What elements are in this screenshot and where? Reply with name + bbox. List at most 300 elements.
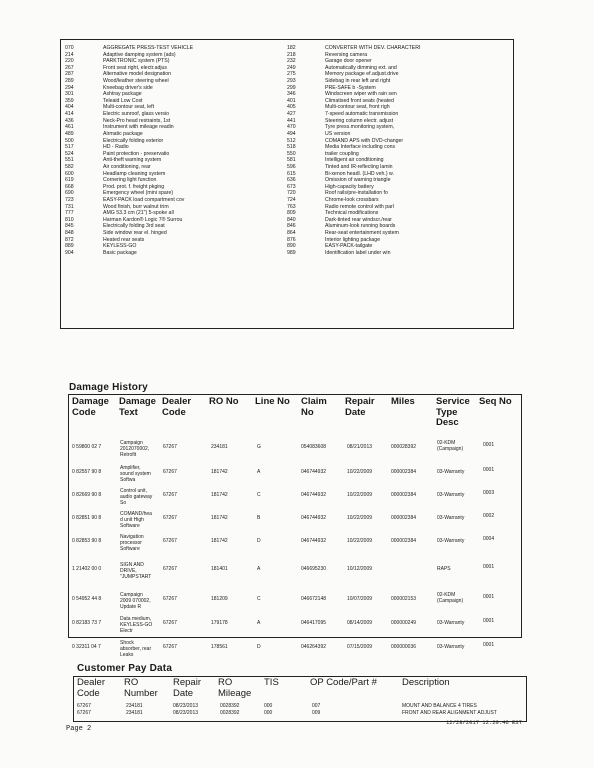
option-code: 690 <box>65 190 74 197</box>
option-description: Electric sunroof, glass versio <box>103 111 170 118</box>
col-dealer-code-header: Dealer Code <box>162 396 192 418</box>
option-code: 220 <box>65 58 74 65</box>
option-description: Basic package <box>103 249 137 256</box>
line-no-cell: G <box>257 444 261 450</box>
repair-date-cell: 08/14/2009 <box>347 620 373 626</box>
page-number: Page 2 <box>66 725 92 733</box>
option-row <box>65 144 193 151</box>
miles-cell: 000000036 <box>391 644 417 650</box>
option-row <box>65 157 193 164</box>
repair-date-cell: 10/12/2009 <box>347 566 373 572</box>
service-type-cell: 03-Warranty <box>437 469 465 475</box>
option-code: 441 <box>287 117 296 124</box>
seq-no-cell: 0001 <box>483 594 495 600</box>
option-description: High-capacity battery <box>325 183 374 190</box>
option-code: 615 <box>287 170 296 177</box>
option-description: Harman Kardon® Logic 7® Surrou <box>103 216 183 223</box>
line-no-cell: A <box>257 566 261 572</box>
cp-op-cell: 007 <box>312 703 321 709</box>
option-code: 890 <box>287 243 296 250</box>
miles-cell: 000002384 <box>391 538 417 544</box>
damage-code-cell: 0 82669 90 8 <box>72 492 102 498</box>
option-row <box>287 164 420 171</box>
claim-no-cell: 046417095 <box>301 620 327 626</box>
damage-text-cell: Campaign <box>120 440 143 446</box>
option-description: US version <box>325 130 351 137</box>
repair-date-cell: 10/22/2009 <box>347 515 373 521</box>
option-description: Wood finish, burr walnut trim <box>103 203 169 210</box>
cp-ro-cell: 234181 <box>126 709 143 716</box>
damage-code-cell: 0 82851 90 8 <box>72 515 102 521</box>
option-row <box>287 65 420 72</box>
option-description: Radio remote control with parl <box>325 203 394 210</box>
option-row <box>287 171 420 178</box>
option-code: 214 <box>65 51 74 58</box>
damage-history-table <box>68 394 522 659</box>
option-row <box>287 45 420 52</box>
option-row <box>287 98 420 105</box>
ro-no-cell: 181401 <box>211 566 228 572</box>
repair-date-cell: 10/22/2009 <box>347 469 373 475</box>
damage-text-cell: Shock <box>120 640 134 646</box>
line-no-cell: C <box>257 492 261 498</box>
option-description: PRE-SAFE b -System <box>325 84 376 91</box>
dealer-code-cell: 67267 <box>163 515 177 521</box>
option-description: Climatised front seats (heated <box>325 97 394 104</box>
dealer-code-cell: 67267 <box>163 444 177 450</box>
option-code: 864 <box>287 230 296 237</box>
option-row <box>65 243 193 250</box>
miles-cell: 000000249 <box>391 620 417 626</box>
option-description: Heated rear seats <box>103 236 145 243</box>
option-row <box>287 230 420 237</box>
option-description: Aluminum-look running boards <box>325 223 396 230</box>
option-row <box>287 104 420 111</box>
option-code: 845 <box>65 223 74 230</box>
miles-cell: 000028392 <box>391 444 417 450</box>
option-description: Headlamp cleaning system <box>103 170 166 177</box>
damage-code-cell: 0 32311 04 7 <box>72 644 101 650</box>
damage-text-cell: audio gateway <box>120 494 153 501</box>
damage-text-cell: So <box>120 500 127 507</box>
option-description: Adaptive damping system (ads) <box>103 51 176 58</box>
option-row <box>65 52 193 59</box>
seq-no-cell: 0001 <box>483 467 495 473</box>
damage-text-cell: Update R <box>120 604 142 611</box>
seq-no-cell: 0001 <box>483 442 495 448</box>
option-description: Windscreen wiper with rain sen <box>325 91 397 98</box>
option-code: 287 <box>65 71 74 78</box>
option-row <box>65 230 193 237</box>
option-row <box>287 124 420 131</box>
customer-pay-table <box>73 676 527 722</box>
option-code: 461 <box>65 124 74 131</box>
option-description: Side window rear el. hinged <box>103 230 167 237</box>
damage-text-cell: d unit High <box>120 517 144 524</box>
damage-text-cell: Software <box>120 523 140 530</box>
option-description: Ashtray package <box>103 91 142 98</box>
miles-cell: 000002384 <box>391 515 417 521</box>
col-claim-no-header: Claim No <box>301 396 327 418</box>
damage-text-cell: Retrofit <box>120 452 137 459</box>
option-row <box>287 190 420 197</box>
claim-no-cell: 046695230 <box>301 566 327 572</box>
repair-date-cell: 10/22/2009 <box>347 492 373 498</box>
cp-mileage-cell: 0028392 <box>220 703 240 709</box>
seq-no-cell: 0001 <box>483 618 495 624</box>
option-row <box>287 197 420 204</box>
option-description: Technical modifications <box>325 210 379 217</box>
option-code: 518 <box>287 144 296 151</box>
option-code: 182 <box>287 45 296 51</box>
option-code: 517 <box>65 144 74 151</box>
service-type-cell: 03-Warranty <box>437 644 465 650</box>
option-description: Dark-tinted rear windscr./rear <box>325 216 392 223</box>
claim-no-cell: 046744932 <box>301 515 327 521</box>
damage-text-cell: 2012070002, <box>120 446 150 453</box>
ro-no-cell: 179178 <box>211 620 228 626</box>
option-row <box>65 197 193 204</box>
option-row <box>65 118 193 125</box>
option-row <box>287 237 420 244</box>
option-description: COMAND APS with DVD-changer <box>325 137 404 144</box>
option-code: 512 <box>287 137 296 144</box>
damage-text-cell: "JUMPSTART <box>120 574 152 581</box>
option-row <box>65 210 193 217</box>
repair-date-cell: 07/15/2009 <box>347 644 373 650</box>
option-code: 848 <box>65 230 74 237</box>
dealer-code-cell: 67267 <box>163 566 177 572</box>
ro-no-cell: 181742 <box>211 469 228 475</box>
ro-no-cell: 234181 <box>211 444 228 450</box>
option-row <box>287 204 420 211</box>
col-cp-description-header: Description <box>402 677 450 688</box>
option-row <box>287 131 420 138</box>
option-code: 731 <box>65 203 74 210</box>
option-row <box>65 177 193 184</box>
option-description: 7-speed automatic transmission <box>325 111 399 118</box>
option-code: 763 <box>287 203 296 210</box>
claim-no-cell: 046264392 <box>301 644 327 650</box>
option-description: KEYLESS-GO <box>103 243 137 250</box>
damage-text-cell: Control unit, <box>120 488 147 494</box>
option-row <box>65 91 193 98</box>
seq-no-cell: 0003 <box>483 490 495 496</box>
option-code: 359 <box>65 97 74 104</box>
option-description: AGGREGATE PRESS-TEST VEHICLE <box>103 45 194 51</box>
option-code: 275 <box>287 71 296 78</box>
option-description: Rear-seat entertainment system <box>325 230 399 237</box>
option-code: 600 <box>65 170 74 177</box>
option-code: 524 <box>65 150 74 157</box>
claim-no-cell: 046744932 <box>301 469 327 475</box>
damage-text-cell: KEYLESS-GO <box>120 622 153 629</box>
repair-date-cell: 10/22/2009 <box>347 538 373 544</box>
service-type-cell: (Campaign) <box>437 598 464 605</box>
option-code: 596 <box>287 163 296 170</box>
cp-date-cell: 08/23/2013 <box>173 709 199 716</box>
option-code: 724 <box>287 197 296 204</box>
option-code: 470 <box>287 124 296 131</box>
option-row <box>65 78 193 85</box>
damage-text-cell: Campaign <box>120 592 143 598</box>
option-row <box>65 58 193 65</box>
damage-text-cell: Software <box>120 546 140 553</box>
option-description: Airmatic package <box>103 130 143 137</box>
option-description: Cornering light function <box>103 177 157 184</box>
option-description: PARKTRONIC system (PTS) <box>103 58 170 65</box>
option-code: 232 <box>287 58 296 65</box>
option-description: Intelligent air conditioning <box>325 157 384 164</box>
vehicle-options-box <box>60 39 514 329</box>
dealer-code-cell: 67267 <box>163 492 177 498</box>
damage-code-cell: 0 82853 90 8 <box>72 538 102 544</box>
option-row <box>287 144 420 151</box>
option-code: 668 <box>65 183 74 190</box>
option-code: 581 <box>287 157 296 164</box>
option-code: 070 <box>65 45 74 51</box>
damage-code-cell: 0 59800 02 7 <box>72 444 102 450</box>
option-description: Prod. prot. f. freight pkging <box>103 183 165 190</box>
damage-code-cell: 0 82557 90 8 <box>72 469 102 475</box>
miles-cell: 000002384 <box>391 469 417 475</box>
damage-text-cell: sound system <box>120 471 151 478</box>
option-code: 673 <box>287 183 296 190</box>
option-code: 809 <box>287 210 296 217</box>
option-code: 346 <box>287 91 296 98</box>
damage-text-cell: DRIVE, <box>120 568 137 575</box>
option-description: Garage door opener <box>325 58 372 65</box>
option-description: Paint protection - preservatio <box>103 150 170 157</box>
option-description: Interior lighting package <box>325 236 381 243</box>
service-type-cell: 03-Warranty <box>437 515 465 521</box>
option-row <box>65 131 193 138</box>
seq-no-cell: 0001 <box>483 564 495 570</box>
service-type-cell: 02-KDM <box>437 440 456 446</box>
option-code: 550 <box>287 150 296 157</box>
damage-text-cell: SIGN AND <box>120 562 144 568</box>
option-code: 551 <box>65 157 74 164</box>
option-description: Multi-contour seat, front righ <box>325 104 390 111</box>
option-row <box>287 118 420 125</box>
option-row <box>65 138 193 145</box>
col-seq-no-header: Seq No <box>479 396 512 407</box>
option-code: 636 <box>287 177 296 184</box>
option-row <box>287 52 420 59</box>
option-description: AMG 53.3 cm (21") 5-spoke all <box>103 210 174 217</box>
cp-description-cell: MOUNT AND BALANCE 4 TIRES <box>402 703 477 709</box>
service-type-cell: 03-Warranty <box>437 538 465 544</box>
customer-pay-title: Customer Pay Data <box>77 663 173 674</box>
cp-dealer-cell: 67267 <box>77 703 91 709</box>
line-no-cell: B <box>257 515 261 521</box>
option-row <box>65 65 193 72</box>
option-description: Instrument with mileage readin <box>103 124 174 131</box>
ro-no-cell: 181742 <box>211 515 228 521</box>
option-description: Bi-xenon headl. (LHD veh.) w. <box>325 170 394 177</box>
line-no-cell: C <box>257 596 261 602</box>
damage-text-cell: absorber, rear <box>120 646 152 653</box>
line-no-cell: A <box>257 620 261 626</box>
option-description: Reversing camera <box>325 51 368 58</box>
option-code: 404 <box>65 104 74 111</box>
dealer-code-cell: 67267 <box>163 620 177 626</box>
cp-op-cell: 009 <box>312 709 321 716</box>
cp-description-cell: FRONT AND REAR ALIGNMENT ADJUST <box>402 709 497 716</box>
option-code: 267 <box>65 64 74 71</box>
option-code: 989 <box>287 249 296 256</box>
option-description: Identification label under win <box>325 249 391 256</box>
option-row <box>65 204 193 211</box>
seq-no-cell: 0002 <box>483 513 495 519</box>
option-row <box>287 223 420 230</box>
option-description: Tinted and IR-reflecting lamin <box>325 163 393 170</box>
option-row <box>287 138 420 145</box>
damage-text-cell: Softwa <box>120 477 136 484</box>
option-description: Chrome-look crossbars <box>325 197 379 204</box>
option-code: 500 <box>65 137 74 144</box>
seq-no-cell: 0001 <box>483 642 495 648</box>
seq-no-cell: 0004 <box>483 536 495 542</box>
option-row <box>65 98 193 105</box>
option-description: Emergency wheel (mini spare) <box>103 190 174 197</box>
col-cp-tis-header: TIS <box>264 677 279 688</box>
damage-code-cell: 0 54952 44 8 <box>72 596 102 602</box>
col-cp-ro-mileage-header: RO Mileage <box>218 677 252 699</box>
option-row <box>287 91 420 98</box>
options-right-column <box>287 45 420 257</box>
col-cp-op-code-header: OP Code/Part # <box>310 677 377 688</box>
option-code: 904 <box>65 249 74 256</box>
miles-cell: 000002384 <box>391 492 417 498</box>
option-row <box>65 111 193 118</box>
option-code: 723 <box>65 197 74 204</box>
option-row <box>287 157 420 164</box>
option-row <box>287 184 420 191</box>
option-description: EASY-PACK load compartment cov <box>103 197 185 204</box>
option-row <box>287 58 420 65</box>
option-code: 436 <box>65 117 74 124</box>
dealer-code-cell: 67267 <box>163 469 177 475</box>
option-description: CONVERTER WITH DEV. CHARACTERI <box>325 45 421 51</box>
option-row <box>287 85 420 92</box>
option-description: Multi-contour seat, left <box>103 104 155 111</box>
col-damage-text-header: Damage Text <box>119 396 156 418</box>
option-description: Memory package ef.adjust.drive <box>325 71 399 78</box>
cp-dealer-cell: 67267 <box>77 709 91 716</box>
option-code: 427 <box>287 111 296 118</box>
line-no-cell: A <box>257 469 261 475</box>
option-description: Media Interface including cons <box>325 144 396 151</box>
dealer-code-cell: 67267 <box>163 644 177 650</box>
damage-text-cell: Electr <box>120 628 133 635</box>
col-service-type-header: Service Type Desc <box>436 396 470 428</box>
option-description: Teleaid Low Cost <box>103 97 143 104</box>
option-code: 299 <box>287 84 296 91</box>
option-code: 846 <box>287 223 296 230</box>
option-row <box>65 164 193 171</box>
damage-text-cell: Data medium, <box>120 616 152 622</box>
damage-text-cell: Leaks <box>120 652 134 659</box>
dealer-code-cell: 67267 <box>163 538 177 544</box>
col-repair-date-header: Repair Date <box>345 396 375 418</box>
option-row <box>65 71 193 78</box>
option-description: Tyre press.monitoring system, <box>325 124 395 131</box>
claim-no-cell: 054083608 <box>301 444 327 450</box>
damage-text-cell: processor <box>120 540 142 547</box>
option-row <box>287 243 420 250</box>
service-type-cell: (Campaign) <box>437 446 464 453</box>
cp-tis-cell: 000 <box>264 709 273 716</box>
col-line-no-header: Line No <box>255 396 290 407</box>
option-description: EASY-PACK-tailgate <box>325 243 373 250</box>
repair-date-cell: 10/07/2009 <box>347 596 373 602</box>
option-code: 872 <box>65 236 74 243</box>
line-no-cell: D <box>257 644 261 650</box>
option-code: 777 <box>65 210 74 217</box>
col-damage-code-header: Damage Code <box>72 396 109 418</box>
option-description: Automatically dimming ext. and <box>325 64 397 71</box>
option-row <box>287 177 420 184</box>
option-row <box>65 250 193 257</box>
option-row <box>287 111 420 118</box>
cp-tis-cell: 000 <box>264 703 273 709</box>
option-row <box>65 223 193 230</box>
option-code: 494 <box>287 130 296 137</box>
option-description: Roof rails/pre-installation fo <box>325 190 388 197</box>
col-cp-dealer-code-header: Dealer Code <box>77 677 105 699</box>
option-description: Electrically folding exterior <box>103 137 164 144</box>
option-code: 249 <box>287 64 296 71</box>
cp-ro-cell: 234181 <box>126 703 143 709</box>
option-row <box>65 151 193 158</box>
option-description: Alternative model designation <box>103 71 172 78</box>
option-row <box>65 190 193 197</box>
option-description: Omission of warning triangle <box>325 177 391 184</box>
service-type-cell: RAPS <box>437 566 451 572</box>
option-row <box>65 171 193 178</box>
option-code: 301 <box>65 91 74 98</box>
ro-no-cell: 181742 <box>211 492 228 498</box>
option-code: 289 <box>65 78 74 85</box>
option-description: Front seat right, electr.adjus <box>103 64 168 71</box>
option-description: HD - Radio <box>103 144 129 151</box>
option-description: Sidebag in rear left and right <box>325 78 391 85</box>
option-code: 218 <box>287 51 296 58</box>
damage-text-cell: 2009 070002, <box>120 598 151 605</box>
service-type-cell: 03-Warranty <box>437 492 465 498</box>
option-code: 619 <box>65 177 74 184</box>
option-row <box>287 250 420 257</box>
damage-text-cell: Amplifier, <box>120 465 141 471</box>
option-code: 405 <box>287 104 296 111</box>
damage-history-title: Damage History <box>69 382 148 393</box>
damage-text-cell: Navigation <box>120 534 144 540</box>
ro-no-cell: 181742 <box>211 538 228 544</box>
option-code: 810 <box>65 216 74 223</box>
service-type-cell: 02-KDM <box>437 592 456 598</box>
option-description: Air conditioning, rear <box>103 163 151 170</box>
option-code: 294 <box>65 84 74 91</box>
ro-no-cell: 178561 <box>211 644 228 650</box>
claim-no-cell: 046744932 <box>301 492 327 498</box>
option-row <box>65 45 193 52</box>
repair-date-cell: 08/21/2013 <box>347 444 373 450</box>
options-left-column <box>65 45 193 257</box>
option-row <box>65 104 193 111</box>
option-code: 414 <box>65 111 74 118</box>
cp-mileage-cell: 0028392 <box>220 709 240 716</box>
